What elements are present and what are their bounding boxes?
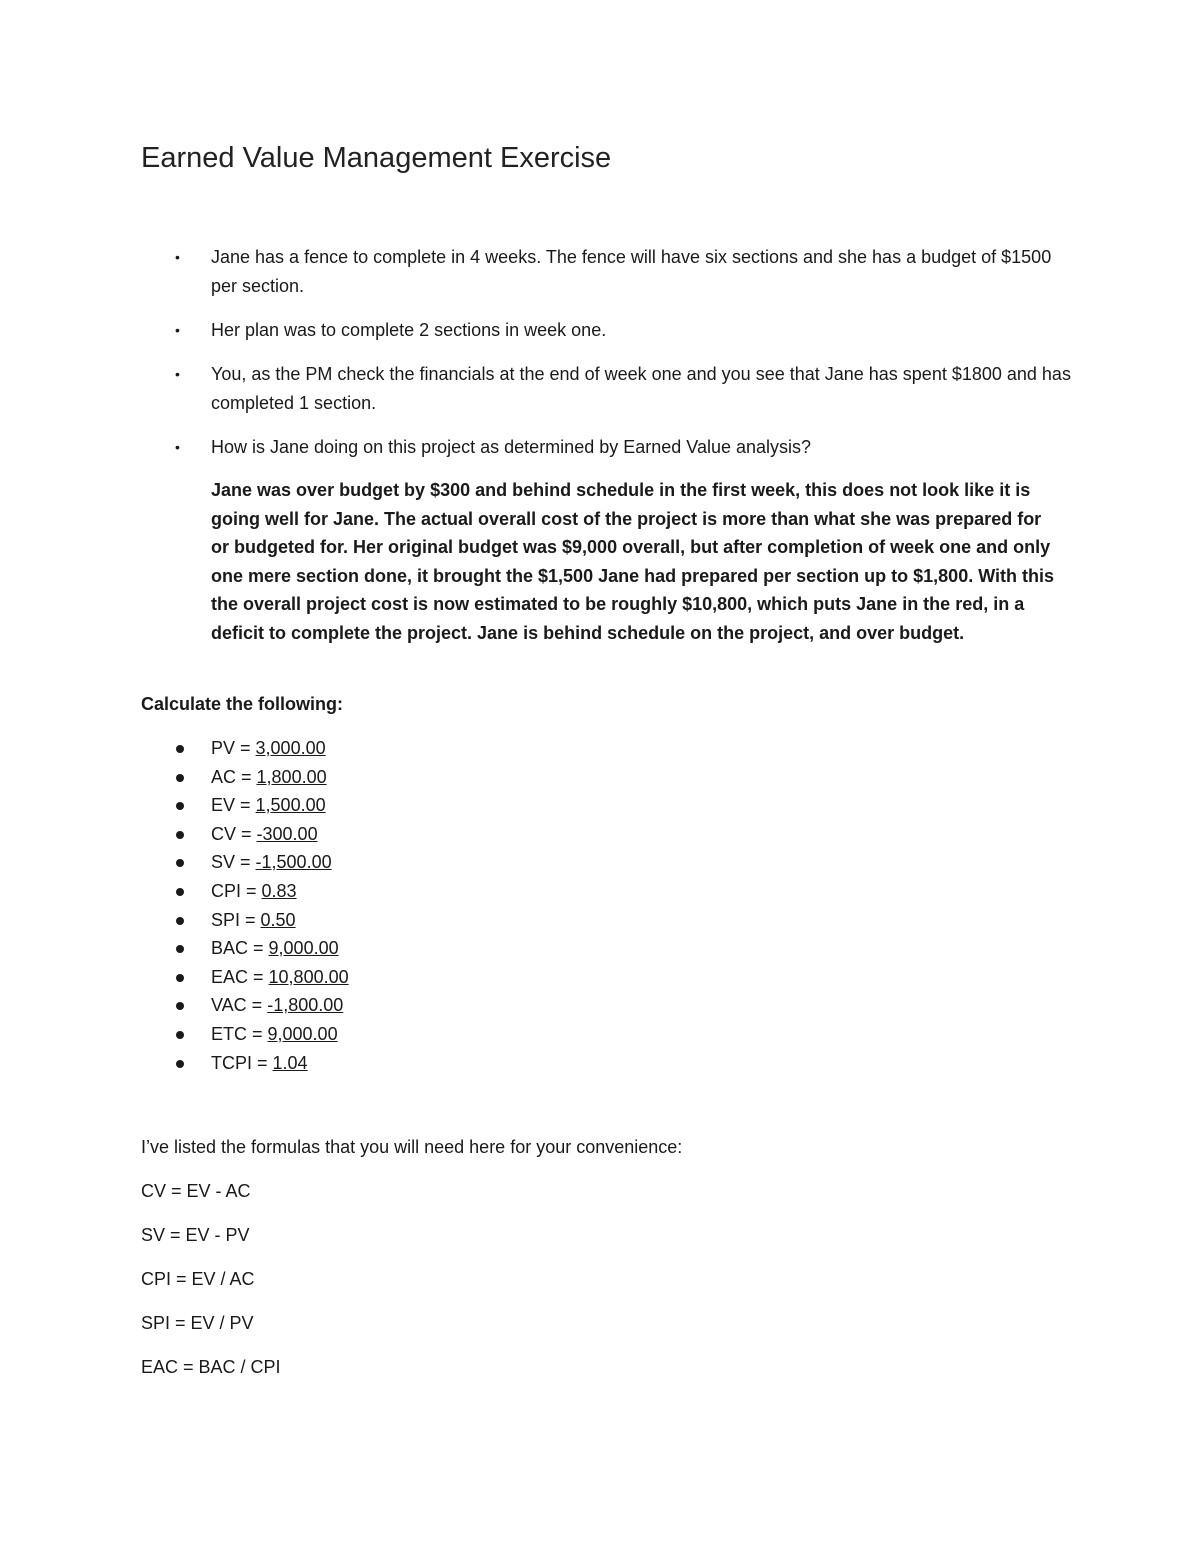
metric-item bbox=[141, 963, 349, 992]
bullet-dot-icon bbox=[176, 1002, 184, 1010]
metric-value: 3,000.00 bbox=[255, 738, 326, 758]
metric-label: AC = bbox=[211, 766, 257, 787]
formula-line: SPI = EV / PV bbox=[141, 1313, 254, 1333]
metric-value: -300.00 bbox=[256, 823, 318, 844]
list-item bbox=[141, 360, 1071, 418]
metric-value: 1,800.00 bbox=[256, 766, 327, 787]
bullet-dot-icon bbox=[176, 1060, 184, 1068]
metric-label: VAC = bbox=[211, 995, 268, 1016]
metric-value: -1,500.00 bbox=[255, 852, 332, 873]
metric-label: TCPI = bbox=[211, 1052, 273, 1073]
list-item bbox=[141, 433, 1071, 462]
formula-line: CV = EV - AC bbox=[141, 1181, 251, 1201]
bullet-dot-icon bbox=[176, 888, 184, 896]
metric-value: 9,000.00 bbox=[267, 1023, 338, 1044]
intro-list bbox=[141, 243, 1071, 477]
metric-item bbox=[141, 906, 349, 935]
metric-value: -1,800.00 bbox=[267, 995, 344, 1016]
metric-label: CV = bbox=[211, 823, 257, 844]
metric-item bbox=[141, 934, 349, 963]
metric-label: EV = bbox=[211, 795, 256, 816]
list-item bbox=[141, 316, 1071, 345]
intro-text: How is Jane doing on this project as determined by Earned Value analysis? bbox=[211, 437, 812, 457]
formula-intro: I’ve listed the formulas that you will need here for your convenience: bbox=[141, 1137, 683, 1157]
bullet-dot-icon bbox=[176, 745, 184, 753]
bullet-dot-icon bbox=[176, 945, 184, 953]
metric-label: ETC = bbox=[211, 1023, 268, 1044]
formula-list bbox=[141, 1177, 281, 1397]
formula-line: SV = EV - PV bbox=[141, 1225, 250, 1245]
metric-value: 0.83 bbox=[261, 880, 297, 901]
bullet-icon: • bbox=[175, 322, 180, 338]
metric-label: BAC = bbox=[211, 938, 269, 959]
metric-value: 0.50 bbox=[260, 909, 296, 930]
metric-value: 1.04 bbox=[272, 1052, 308, 1073]
formula-line: CPI = EV / AC bbox=[141, 1269, 255, 1289]
metric-label: SPI = bbox=[211, 909, 261, 930]
metric-item bbox=[141, 1020, 349, 1049]
metric-item bbox=[141, 1049, 349, 1078]
metric-label: EAC = bbox=[211, 966, 269, 987]
metric-value: 10,800.00 bbox=[268, 966, 349, 987]
formula-line: EAC = BAC / CPI bbox=[141, 1357, 281, 1377]
metric-item bbox=[141, 848, 349, 877]
metric-item bbox=[141, 820, 349, 849]
calculate-heading: Calculate the following: bbox=[141, 694, 344, 714]
intro-text: Jane has a fence to complete in 4 weeks. The fence will have six sections and she has a budget of $1500 per section. bbox=[211, 247, 1052, 296]
page-title: Earned Value Management Exercise bbox=[141, 142, 612, 174]
bullet-icon: • bbox=[175, 366, 180, 382]
bullet-dot-icon bbox=[176, 774, 184, 782]
metric-label: SV = bbox=[211, 852, 256, 873]
intro-text: You, as the PM check the financials at the end of week one and you see that Jane has spent $1800 and has completed 1 section. bbox=[211, 364, 1071, 413]
bullet-dot-icon bbox=[176, 974, 184, 982]
metric-item bbox=[141, 763, 349, 792]
bullet-dot-icon bbox=[176, 917, 184, 925]
metric-label: CPI = bbox=[211, 880, 262, 901]
metric-value: 1,500.00 bbox=[255, 795, 326, 816]
intro-text: Her plan was to complete 2 sections in week one. bbox=[211, 320, 607, 340]
metric-label: PV = bbox=[211, 738, 256, 758]
metric-item bbox=[141, 991, 349, 1020]
bullet-icon: • bbox=[175, 249, 180, 265]
metric-value: 9,000.00 bbox=[268, 938, 339, 959]
answer-paragraph: Jane was over budget by $300 and behind schedule in the first week, this does not look like it is going well for Jane. The actual overall cost of the project is more than what she was prepared for or budgeted for. Her original budget was $9,000 overall, but after completion of week one and only one mere section done, it brought the $1,500 Jane had prepared per section up to $1,800. With this the overall project cost is now estimated to be roughly $10,800, which puts Jane in the red, in a deficit to complete the project. Jane is behind schedule on the project, and over budget. bbox=[211, 480, 1055, 643]
bullet-dot-icon bbox=[176, 831, 184, 839]
bullet-dot-icon bbox=[176, 1031, 184, 1039]
metrics-list bbox=[141, 734, 349, 1077]
metric-item bbox=[141, 791, 349, 820]
metric-item bbox=[141, 734, 349, 763]
bullet-dot-icon bbox=[176, 802, 184, 810]
metric-item bbox=[141, 877, 349, 906]
bullet-icon: • bbox=[175, 439, 180, 455]
bullet-dot-icon bbox=[176, 859, 184, 867]
list-item bbox=[141, 243, 1071, 301]
